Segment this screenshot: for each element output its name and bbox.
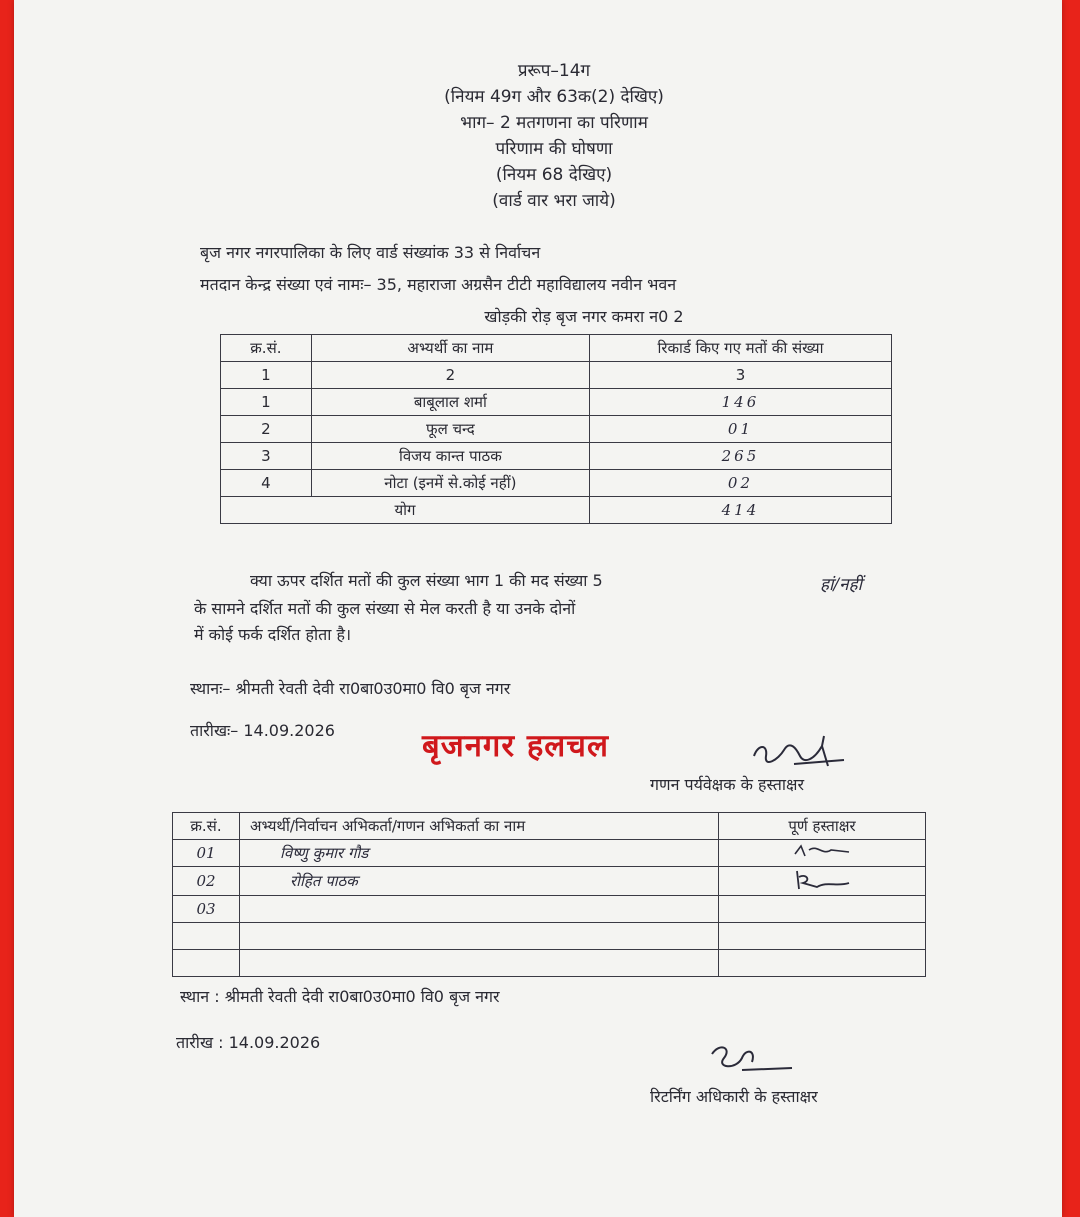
results-header-row <box>221 335 892 362</box>
agents-header-signature: पूर्ण हस्ताक्षर <box>719 813 926 840</box>
agent-serial <box>173 950 240 977</box>
supervisor-sign-label: गणन पर्यवेक्षक के हस्ताक्षर <box>650 775 805 794</box>
agents-header-name: अभ्यर्थी/निर्वाचन अभिकर्ता/गणन अभिकर्ता का नाम <box>240 813 719 840</box>
answer-yes-no: हां/नहीं <box>820 575 863 595</box>
row-candidate: नोटा (इनमें से.कोई नहीं) <box>311 470 589 497</box>
agent-serial: 03 <box>173 896 240 923</box>
agent-signature-cell <box>719 896 926 923</box>
row-votes: 146 <box>589 389 891 416</box>
agent-name: विष्णु कुमार गौड <box>240 840 719 867</box>
table-row <box>221 470 892 497</box>
table-row <box>173 840 926 867</box>
row-candidate: बाबूलाल शर्मा <box>311 389 589 416</box>
header-votes: रिकार्ड किए गए मतों की संख्या <box>589 335 891 362</box>
row-serial: 2 <box>221 416 312 443</box>
date-line-1: तारीखः– 14.09.2026 <box>190 721 335 740</box>
row-votes: 265 <box>589 443 891 470</box>
row-candidate: विजय कान्त पाठक <box>311 443 589 470</box>
election-line-2: मतदान केन्द्र संख्या एवं नामः– 35, महाराजा अग्रसैन टीटी महाविद्यालय नवीन भवन <box>200 275 677 294</box>
returning-officer-sign-label: रिटर्निंग अधिकारी के हस्ताक्षर <box>650 1087 818 1106</box>
agents-header-serial: क्र.सं. <box>173 813 240 840</box>
table-row <box>173 923 926 950</box>
table-row <box>221 443 892 470</box>
agent-serial <box>173 923 240 950</box>
row-serial: 4 <box>221 470 312 497</box>
ward-note: (वार्ड वार भरा जाये) <box>492 191 616 211</box>
agents-table <box>172 812 926 977</box>
agent-signature-icon <box>787 840 857 862</box>
agent-signature-cell <box>719 840 926 867</box>
header-serial: क्र.सं. <box>221 335 312 362</box>
rule-68-reference: (नियम 68 देखिए) <box>495 165 613 185</box>
election-line-3: खोड़की रोड़ बृज नगर कमरा न0 2 <box>484 307 684 326</box>
header-candidate-name: अभ्यर्थी का नाम <box>311 335 589 362</box>
row-votes: 02 <box>589 470 891 497</box>
declaration-title: परिणाम की घोषणा <box>495 139 613 159</box>
agent-signature-icon <box>787 867 857 891</box>
results-colnum-row <box>221 362 892 389</box>
rule-reference: (नियम 49ग और 63क(2) देखिए) <box>444 87 664 107</box>
colnum-1: 1 <box>221 362 312 389</box>
colnum-2: 2 <box>311 362 589 389</box>
election-line-1: बृज नगर नगरपालिका के लिए वार्ड संख्यांक 33 से निर्वाचन <box>200 243 541 262</box>
form-header <box>314 58 794 214</box>
agent-serial: 02 <box>173 867 240 896</box>
agent-serial: 01 <box>173 840 240 867</box>
agent-signature-cell <box>719 867 926 896</box>
row-serial: 1 <box>221 389 312 416</box>
form-number: प्ररूप–14ग <box>517 61 591 81</box>
total-label: योग <box>221 497 590 524</box>
part-title: भाग– 2 मतगणना का परिणाम <box>460 113 648 133</box>
table-row <box>221 416 892 443</box>
date-line-2: तारीख : 14.09.2026 <box>176 1033 321 1052</box>
document-sheet <box>14 0 1062 1217</box>
supervisor-signature-icon <box>744 730 854 774</box>
question-line-2: के सामने दर्शित मतों की कुल संख्या से मेल करती है या उनके दोनों <box>194 599 576 618</box>
question-line-1: क्या ऊपर दर्शित मतों की कुल संख्या भाग 1 की मद संख्या 5 <box>250 571 603 590</box>
table-row <box>221 389 892 416</box>
total-votes: 414 <box>589 497 891 524</box>
place-line-1: स्थानः– श्रीमती रेवती देवी रा0बा0उ0मा0 वि0 बृज नगर <box>190 679 511 698</box>
row-votes: 01 <box>589 416 891 443</box>
colnum-3: 3 <box>589 362 891 389</box>
row-candidate: फूल चन्द <box>311 416 589 443</box>
agents-header-row <box>173 813 926 840</box>
row-serial: 3 <box>221 443 312 470</box>
agent-signature-cell <box>719 923 926 950</box>
table-row <box>173 896 926 923</box>
question-line-3: में कोई फर्क दर्शित होता है। <box>194 625 352 644</box>
table-row <box>173 867 926 896</box>
bijnagar-halchal-stamp: बृजनगर हलचल <box>422 728 610 764</box>
agent-name <box>240 896 719 923</box>
agent-name <box>240 923 719 950</box>
table-row <box>173 950 926 977</box>
place-line-2: स्थान : श्रीमती रेवती देवी रा0बा0उ0मा0 वि0 बृज नगर <box>180 987 500 1006</box>
results-table <box>220 334 892 524</box>
agent-signature-cell <box>719 950 926 977</box>
returning-officer-signature-icon <box>702 1040 798 1084</box>
total-row <box>221 497 892 524</box>
agent-name: रोहित पाठक <box>240 867 719 896</box>
agent-name <box>240 950 719 977</box>
